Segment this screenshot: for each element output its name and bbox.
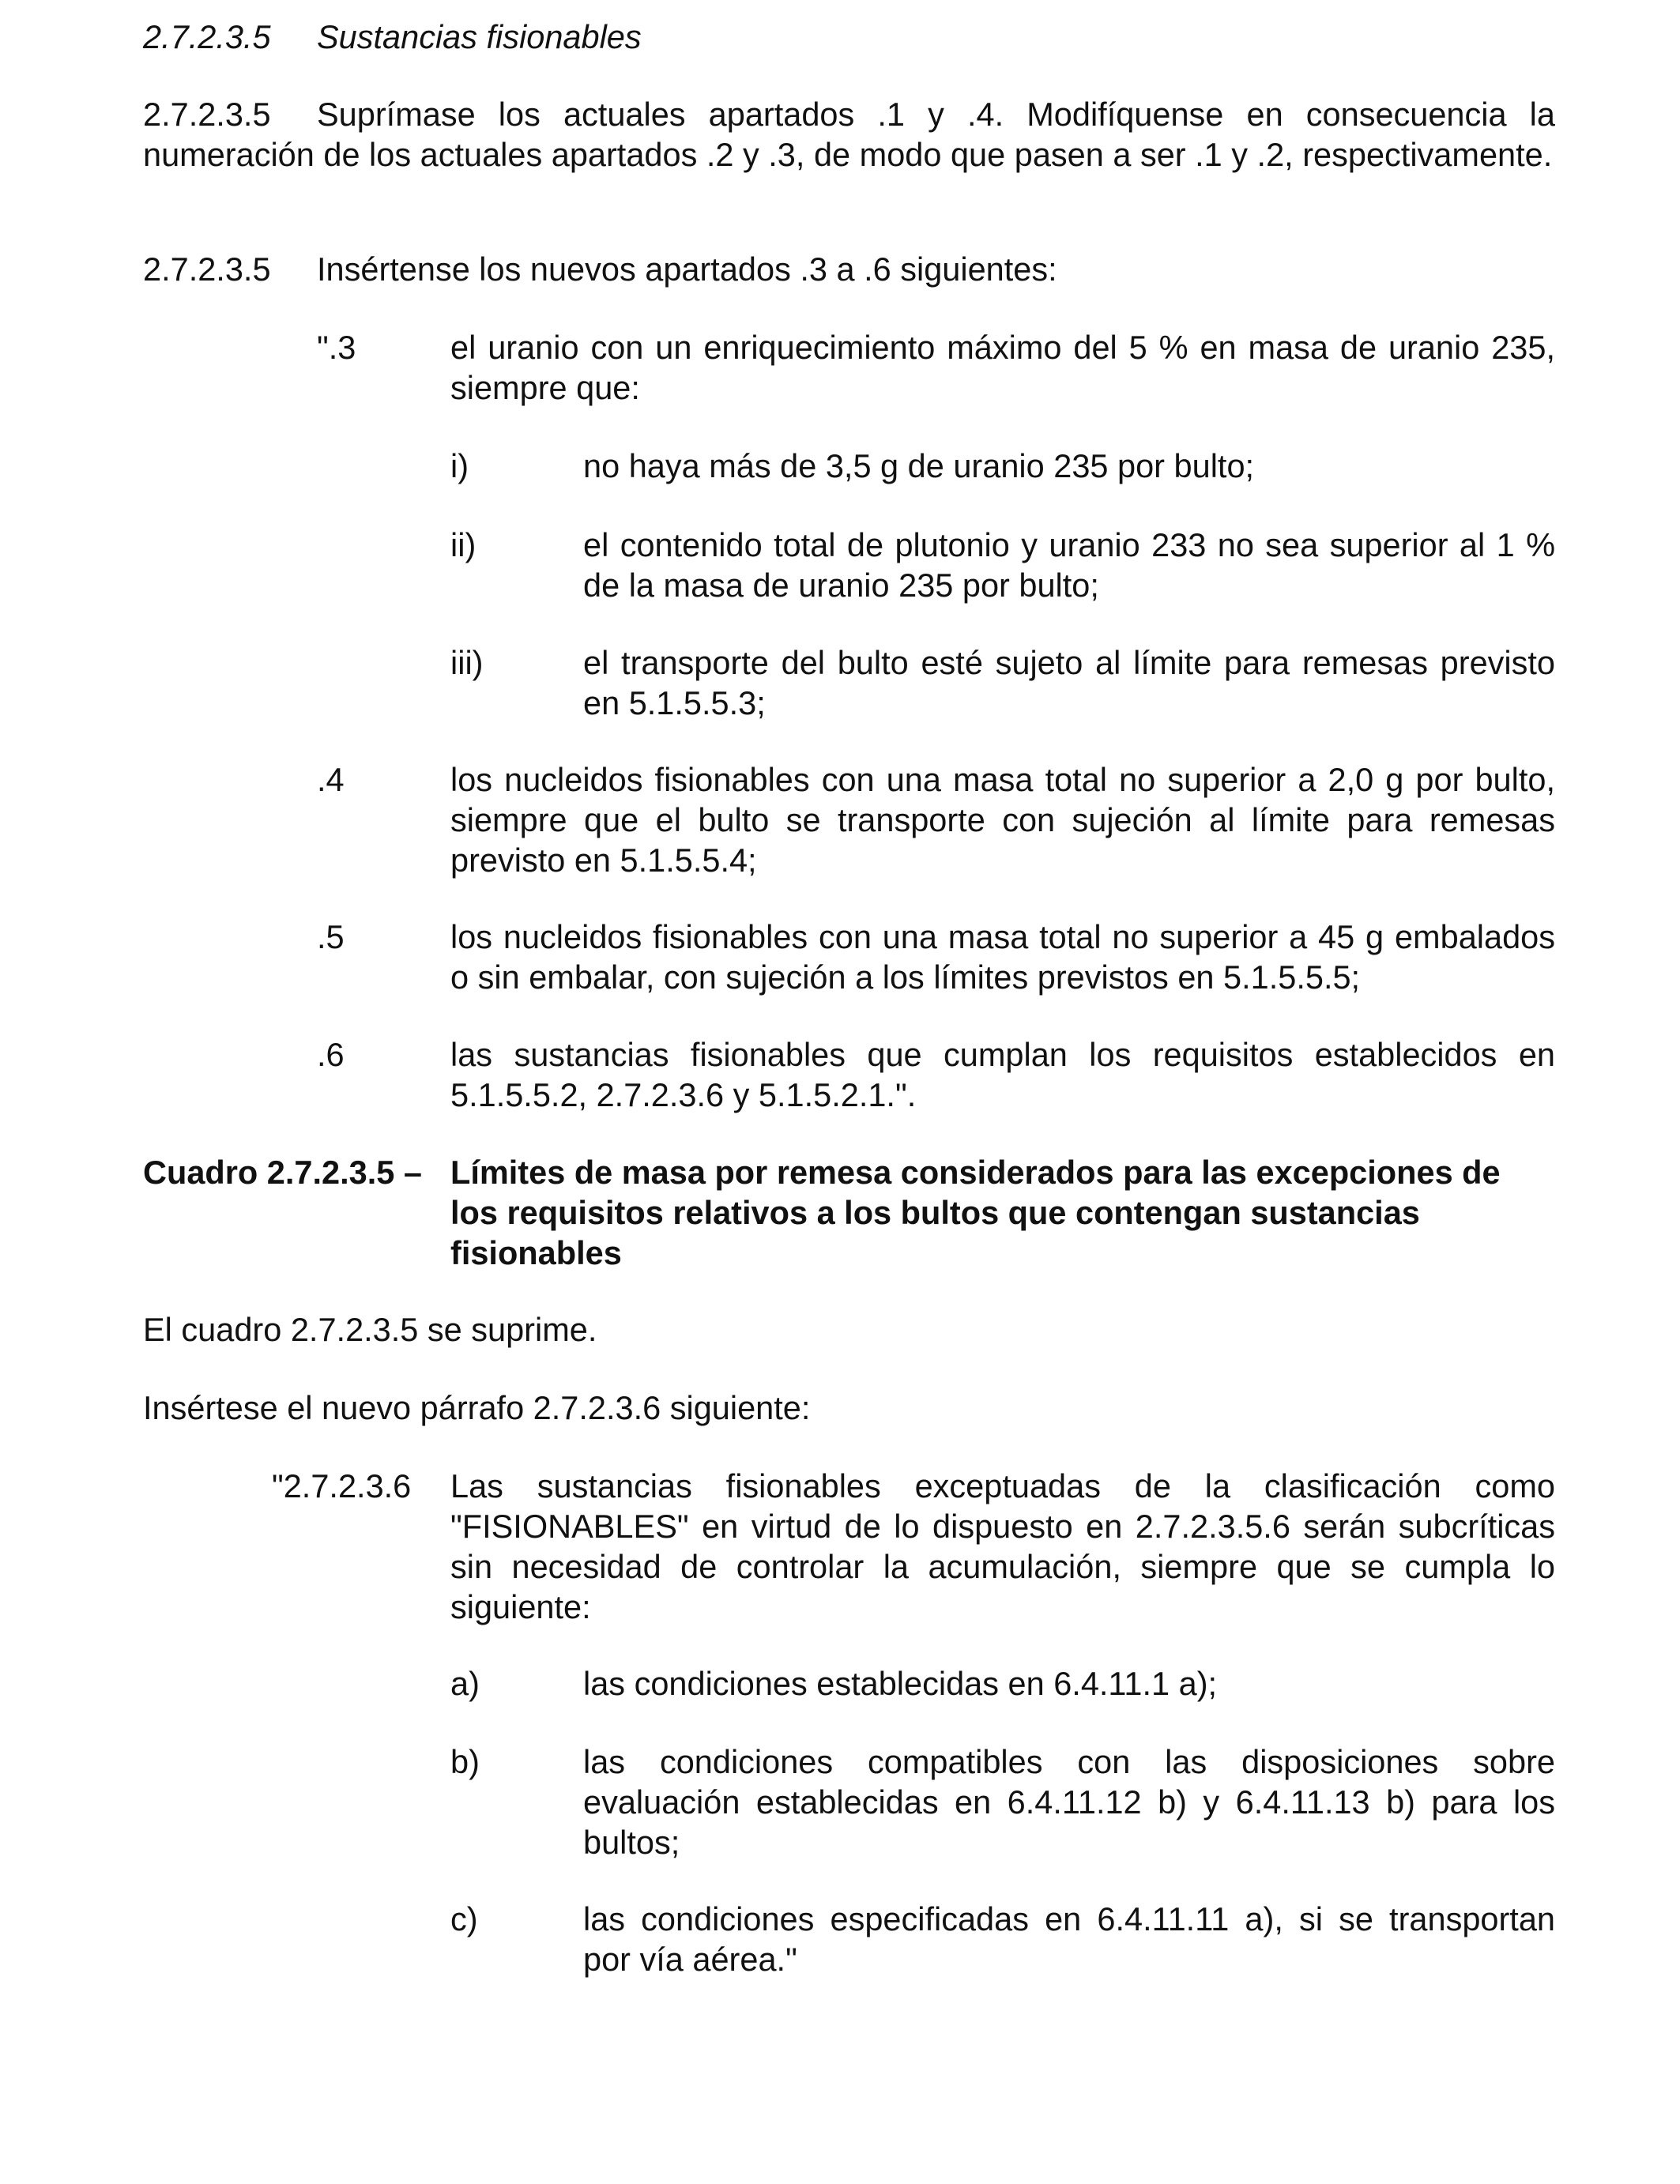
amendment-text: Insértense los nuevos apartados .3 a .6 siguientes:: [317, 250, 1057, 288]
new-paragraph-number: "2.7.2.3.6: [272, 1467, 412, 1504]
table-number: Cuadro 2.7.2.3.5 –: [143, 1154, 422, 1191]
insert-note: Insértese el nuevo párrafo 2.7.2.3.6 siguiente:: [143, 1389, 811, 1426]
table-note: El cuadro 2.7.2.3.5 se suprime.: [143, 1311, 597, 1348]
sublist-item-label: b): [450, 1743, 480, 1780]
sublist-item-text: las condiciones compatibles con las disposiciones sobre evaluación establecidas en 6.4.11.12 b) y 6.4.11.13 b) para los bultos;: [583, 1743, 1555, 1861]
list-item-label: .6: [317, 1036, 345, 1073]
list-item-label: ".3: [317, 329, 356, 366]
sublist-item-label: iii): [450, 644, 484, 681]
list-item-text: los nucleidos fisionables con una masa total no superior a 45 g embalados o sin embalar, con sujeción a los límites previstos en 5.1.5.5.5;: [450, 918, 1555, 996]
amendment-number: 2.7.2.3.5: [143, 96, 271, 133]
sublist-item-label: ii): [450, 526, 477, 563]
sublist-item-text: las condiciones establecidas en 6.4.11.1 a);: [583, 1665, 1218, 1702]
list-item-text: los nucleidos fisionables con una masa total no superior a 2,0 g por bulto, siempre que el bulto se transporte con sujeción al límite para remesas previsto en 5.1.5.5.4;: [450, 761, 1555, 879]
sublist-item-text: las condiciones especificadas en 6.4.11.11 a), si se transportan por vía aérea.": [583, 1900, 1555, 1978]
amendment-text: Suprímase los actuales apartados .1 y .4. Modifíquense en consecuencia la numeración de los actuales apartados .2 y .3, de modo que pasen a ser .1 y .2, respectivamente.: [143, 96, 1555, 173]
sublist-item-text: el contenido total de plutonio y uranio 233 no sea superior al 1 % de la masa de uranio 235 por bulto;: [583, 526, 1555, 604]
sublist-item-text: el transporte del bulto esté sujeto al límite para remesas previsto en 5.1.5.5.3;: [583, 644, 1555, 721]
list-item-label: .5: [317, 918, 345, 955]
sublist-item-label: a): [450, 1665, 480, 1702]
sublist-item-label: c): [450, 1900, 478, 1937]
sublist-item-text: no haya más de 3,5 g de uranio 235 por bulto;: [583, 447, 1255, 484]
section-number: 2.7.2.3.5: [143, 18, 271, 55]
sublist-item-label: i): [450, 447, 469, 484]
table-title: Límites de masa por remesa considerados para las excepciones de los requisitos relativos a los bultos que contengan sustancias fisionables: [450, 1154, 1501, 1271]
section-title: Sustancias fisionables: [317, 18, 642, 55]
new-paragraph-text: Las sustancias fisionables exceptuadas de la clasificación como "FISIONABLES" en virtud de lo dispuesto en 2.7.2.3.5.6 serán subcríticas sin necesidad de controlar la acumulación, siempre que se cumpla lo siguiente:: [450, 1467, 1555, 1625]
list-item-text: el uranio con un enriquecimiento máximo del 5 % en masa de uranio 235, siempre que:: [450, 329, 1555, 406]
list-item-text: las sustancias fisionables que cumplan los requisitos establecidos en 5.1.5.5.2, 2.7.2.3.6 y 5.1.5.2.1.".: [450, 1036, 1555, 1113]
amendment-paragraph-1: [143, 94, 1555, 175]
list-item-label: .4: [317, 761, 345, 798]
amendment-number: 2.7.2.3.5: [143, 250, 271, 288]
